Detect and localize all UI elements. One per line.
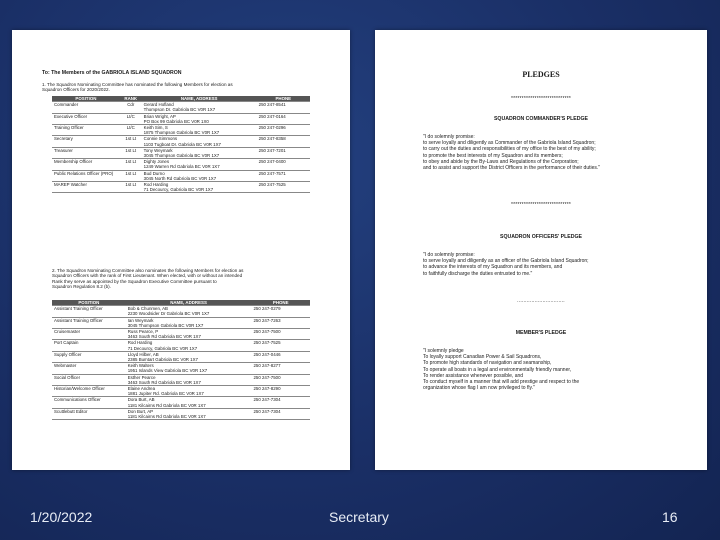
footer-title: Secretary bbox=[329, 509, 389, 525]
pledge-line: to advance the interests of my Squadron and its members, and bbox=[423, 264, 563, 271]
member-address: 1103 Tugboat Dr. Gabriola BC V0R 1X7 bbox=[143, 141, 221, 147]
position-cell: Treasurer bbox=[52, 147, 120, 158]
name-address-cell bbox=[126, 329, 252, 340]
table-row bbox=[52, 351, 310, 362]
member-pledge-heading: MEMBER'S PLEDGE bbox=[515, 330, 567, 336]
name-address-cell bbox=[126, 397, 252, 408]
pledge-line: to carry out the duties and responsibilities of my office to the best of my ability; bbox=[423, 146, 596, 153]
table-row bbox=[52, 397, 310, 408]
position-cell: Historian/Welcome Officer bbox=[52, 386, 126, 397]
member-name: Keith Walters bbox=[127, 363, 154, 369]
pledge-line: and to assist and support the District Officers in the performance of their duties." bbox=[423, 165, 601, 172]
appointed-officers-table bbox=[52, 300, 310, 420]
table-row bbox=[52, 386, 310, 397]
table-row bbox=[52, 306, 310, 317]
table-row bbox=[52, 102, 310, 113]
name-address-cell bbox=[142, 147, 257, 158]
member-address: 71 Decourcy, Gabriola BC V0R 1X7 bbox=[143, 187, 214, 193]
rank-cell: Cdr bbox=[120, 102, 142, 113]
member-name: Bob & Chunmen, AB bbox=[127, 306, 168, 312]
table-row bbox=[52, 317, 310, 328]
table-body bbox=[52, 102, 310, 193]
pledge-line: "I do solemnly promise: bbox=[423, 134, 475, 140]
note2-paragraph bbox=[52, 268, 312, 290]
table-row bbox=[52, 363, 310, 374]
column-header: POSITION bbox=[52, 96, 120, 102]
commander-pledge-heading: SQUADRON COMMANDER'S PLEDGE bbox=[493, 116, 589, 122]
note2-line: Squadron Officers with the rank of First Lieutenant. When elected, with or without an intended bbox=[52, 273, 243, 279]
name-address-cell bbox=[126, 306, 252, 317]
member-name: Dora Burt, AB bbox=[127, 397, 155, 403]
pledge-line: To conduct myself in a manner that will add prestige and respect to the bbox=[423, 379, 580, 386]
name-address-cell bbox=[126, 408, 252, 419]
pledge-line: To render assistance whenever possible, and bbox=[423, 372, 524, 379]
separator-line: **************************** bbox=[510, 96, 572, 102]
phone-cell: 250 247-7500 bbox=[251, 374, 310, 385]
rank-cell: 1st Lt bbox=[120, 170, 142, 181]
name-address-cell bbox=[126, 351, 252, 362]
member-pledge-text bbox=[423, 348, 693, 391]
note1-line: Squadron Officers for 2020/2022. bbox=[42, 87, 110, 93]
phone-cell: 250 247-7571 bbox=[257, 170, 310, 181]
nominations-document-page bbox=[12, 30, 350, 470]
position-cell: Secretary bbox=[52, 136, 120, 147]
phone-cell: 250 247-0164 bbox=[257, 113, 310, 124]
document-heading: To: The Members of the GABRIOLA ISLAND SQUADRON bbox=[42, 70, 182, 76]
member-address: 3463 South Rd Gabriola BC V0R 1X7 bbox=[127, 334, 201, 340]
table-row bbox=[52, 147, 310, 158]
member-name: Bud Durno bbox=[143, 170, 165, 176]
position-cell: Executive Officer bbox=[52, 113, 120, 124]
table-body bbox=[52, 306, 310, 420]
column-header: RANK bbox=[120, 96, 142, 102]
position-cell: Public Relations Officer (PRO) bbox=[52, 170, 120, 181]
member-address: 1181 Kilcairns Rd Gabriola BC V0R 1X7 bbox=[127, 402, 206, 408]
member-name: Rod Harding bbox=[127, 340, 153, 346]
phone-cell: 250 247-0296 bbox=[257, 125, 310, 136]
pledge-line: To promote high standards of navigation and seamanship, bbox=[423, 360, 552, 367]
pledge-line: to serve loyally and diligently as Commander of the Gabriola Island Squadron; bbox=[423, 140, 596, 147]
position-cell: Training Officer bbox=[52, 125, 120, 136]
pledge-line: to serve loyally and diligently as an officer of the Gabriola Island Squadron; bbox=[423, 258, 589, 265]
slide-number: 16 bbox=[662, 509, 678, 525]
position-cell: Assistant Training Officer bbox=[52, 317, 126, 328]
member-name: Tony Weymark bbox=[143, 147, 173, 153]
phone-cell: 250 247-7500 bbox=[251, 329, 310, 340]
rank-cell: 1st Lt bbox=[120, 147, 142, 158]
table-row bbox=[52, 113, 310, 124]
member-address: 3463 South Rd Gabriola BC V0R 1X7 bbox=[127, 379, 201, 385]
member-address: 3045 Thompson Gabriola BC V0R 1X7 bbox=[143, 153, 220, 159]
member-name: Gerard Hofland bbox=[143, 102, 174, 108]
position-cell: Social Officer bbox=[52, 374, 126, 385]
phone-cell: 250 247-8541 bbox=[257, 102, 310, 113]
phone-cell: 250 247-7525 bbox=[251, 340, 310, 351]
member-address: 1881 Jupiter Rd. Gabriola BC V0R 1X7 bbox=[127, 391, 204, 397]
member-name: Lloyd Hilber, AB bbox=[127, 351, 159, 357]
position-cell: Scuttlebutt Editor bbox=[52, 408, 126, 419]
pledges-title: PLEDGES bbox=[522, 70, 560, 79]
pledge-line: "I do solemnly promise: bbox=[423, 252, 475, 258]
rank-cell: 1st Lt bbox=[120, 159, 142, 170]
position-cell: Communications Officer bbox=[52, 397, 126, 408]
pledge-line: To loyally support Canadian Power & Sail Squadrons, bbox=[423, 354, 542, 361]
member-address: 1181 Kilcairns Rd Gabriola BC V0R 1X7 bbox=[127, 414, 206, 420]
rank-cell: 1st Lt bbox=[120, 182, 142, 193]
note2-line: Rank they serve as appointed by the Squadron Executive Committee pursuant to bbox=[52, 278, 217, 284]
position-cell: Supply Officer bbox=[52, 351, 126, 362]
member-address: 2385 Bumtart Gabriola BC V0R 1X7 bbox=[127, 357, 198, 363]
table-row bbox=[52, 408, 310, 419]
position-cell: Webmaster bbox=[52, 363, 126, 374]
member-name: Rod Harding bbox=[143, 182, 169, 188]
name-address-cell bbox=[126, 317, 252, 328]
pledge-line: to obey and abide by the By-Laws and Regulations of the Corporation; bbox=[423, 158, 579, 165]
rank-cell: Lt/C bbox=[120, 125, 142, 136]
position-cell: Port Captain bbox=[52, 340, 126, 351]
member-name: Brian Wright, AP bbox=[143, 113, 176, 119]
column-header: NAME, ADDRESS bbox=[126, 300, 252, 306]
phone-cell: 250 247-8358 bbox=[257, 136, 310, 147]
name-address-cell bbox=[142, 182, 257, 193]
name-address-cell bbox=[126, 386, 252, 397]
phone-cell: 250 247-8290 bbox=[251, 386, 310, 397]
column-header: POSITION bbox=[52, 300, 126, 306]
rank-cell: 1st Lt bbox=[120, 136, 142, 147]
table-row bbox=[52, 329, 310, 340]
table-row bbox=[52, 182, 310, 193]
phone-cell: 250 247-7525 bbox=[257, 182, 310, 193]
phone-cell: 250 247-0446 bbox=[251, 351, 310, 362]
commander-pledge-text bbox=[423, 134, 693, 171]
column-header: PHONE bbox=[251, 300, 310, 306]
phone-cell: 250 247-8277 bbox=[251, 363, 310, 374]
pledge-line: "I solemnly pledge bbox=[423, 348, 464, 354]
name-address-cell bbox=[126, 363, 252, 374]
name-address-cell bbox=[142, 136, 257, 147]
column-header: NAME, ADDRESS bbox=[142, 96, 257, 102]
column-header: PHONE bbox=[257, 96, 310, 102]
name-address-cell bbox=[142, 102, 257, 113]
position-cell: MAREP Watcher bbox=[52, 182, 120, 193]
phone-cell: 250 247-0279 bbox=[251, 306, 310, 317]
name-address-cell bbox=[142, 125, 257, 136]
member-name: Keith Sim, S bbox=[143, 125, 168, 131]
phone-cell: 250 247-7304 bbox=[251, 408, 310, 419]
note2-line: Squadron Regulation 8.2 (b). bbox=[52, 284, 111, 290]
member-name: Russ Pearce, P bbox=[127, 329, 159, 335]
member-address: 3045 Thompson Gabriola BC V0R 1X7 bbox=[127, 322, 204, 328]
officers-pledge-heading: SQUADRON OFFICERS' PLEDGE bbox=[500, 234, 582, 240]
officers-pledge-text bbox=[423, 252, 693, 277]
name-address-cell bbox=[142, 159, 257, 170]
member-address: 3045 North Rd Gabriola BC V0R 1X7 bbox=[143, 175, 217, 181]
member-address: 1875 Thompson Gabriola BC V0R 1X7 bbox=[143, 130, 220, 136]
table-row bbox=[52, 170, 310, 181]
pledge-line: to promote the best interests of my Squadron and its members; bbox=[423, 152, 563, 159]
phone-cell: 250 247-7304 bbox=[251, 397, 310, 408]
member-address: Thompson Dr. Gabriola BC V0R 1X7 bbox=[143, 107, 216, 113]
member-address: PO Box 99 Gabriola BC V0R 1X0 bbox=[143, 118, 209, 124]
name-address-cell bbox=[142, 170, 257, 181]
phone-cell: 250 247-0400 bbox=[257, 159, 310, 170]
member-address: 71 Decourcy, Gabriola BC V0R 1X7 bbox=[127, 345, 198, 351]
name-address-cell bbox=[142, 113, 257, 124]
member-name: Dighty Jones bbox=[143, 159, 170, 165]
position-cell: Assistant Training Officer bbox=[52, 306, 126, 317]
phone-cell: 250 247-7201 bbox=[257, 147, 310, 158]
member-name: Ian Weymark bbox=[127, 317, 154, 323]
table-row bbox=[52, 136, 310, 147]
pledge-line: To operate all boats in a legal and environmentally friendly manner, bbox=[423, 366, 572, 373]
note1-line: 1. The Squadron Nominating Committee has nominated the following Members for election as bbox=[42, 82, 233, 87]
name-address-cell bbox=[126, 374, 252, 385]
name-address-cell bbox=[126, 340, 252, 351]
pledge-line: to faithfully discharge the duties entrusted to me." bbox=[423, 270, 533, 277]
note2-line: 2. The Squadron Nominating Committee also nominates the following Members for election as bbox=[52, 268, 244, 273]
footer-date: 1/20/2022 bbox=[30, 509, 93, 525]
separator-line: **************************** bbox=[510, 202, 572, 208]
rank-cell: Lt/C bbox=[120, 113, 142, 124]
table-row bbox=[52, 125, 310, 136]
member-name: Don Burt, AP bbox=[127, 408, 154, 414]
nominations-intro bbox=[42, 70, 322, 93]
member-address: 1951 Islands View Gabriola BC V0R 1X7 bbox=[127, 368, 208, 374]
table-row bbox=[52, 340, 310, 351]
table-row bbox=[52, 159, 310, 170]
squadron-officers-table bbox=[52, 96, 310, 193]
member-address: 1249 Warren Rd Gabriola BC V0R 1X7 bbox=[143, 164, 220, 170]
position-cell: Membership Officer bbox=[52, 159, 120, 170]
table-row bbox=[52, 374, 310, 385]
member-name: Connie Simmons bbox=[143, 136, 178, 142]
position-cell: Commander bbox=[52, 102, 120, 113]
member-address: 2230 Woodsider Dr Gabriola BC V0R 1X7 bbox=[127, 311, 210, 317]
position-cell: Cruisemaster bbox=[52, 329, 126, 340]
pledges-document-page bbox=[375, 30, 707, 470]
member-name: Esther Pearce bbox=[127, 374, 156, 380]
member-name: Elaine Andrea bbox=[127, 386, 156, 392]
phone-cell: 250 247-7263 bbox=[251, 317, 310, 328]
separator-dots: .............................. bbox=[517, 298, 565, 304]
pledge-line: organization whose flag I am now privileged to fly." bbox=[423, 385, 535, 392]
